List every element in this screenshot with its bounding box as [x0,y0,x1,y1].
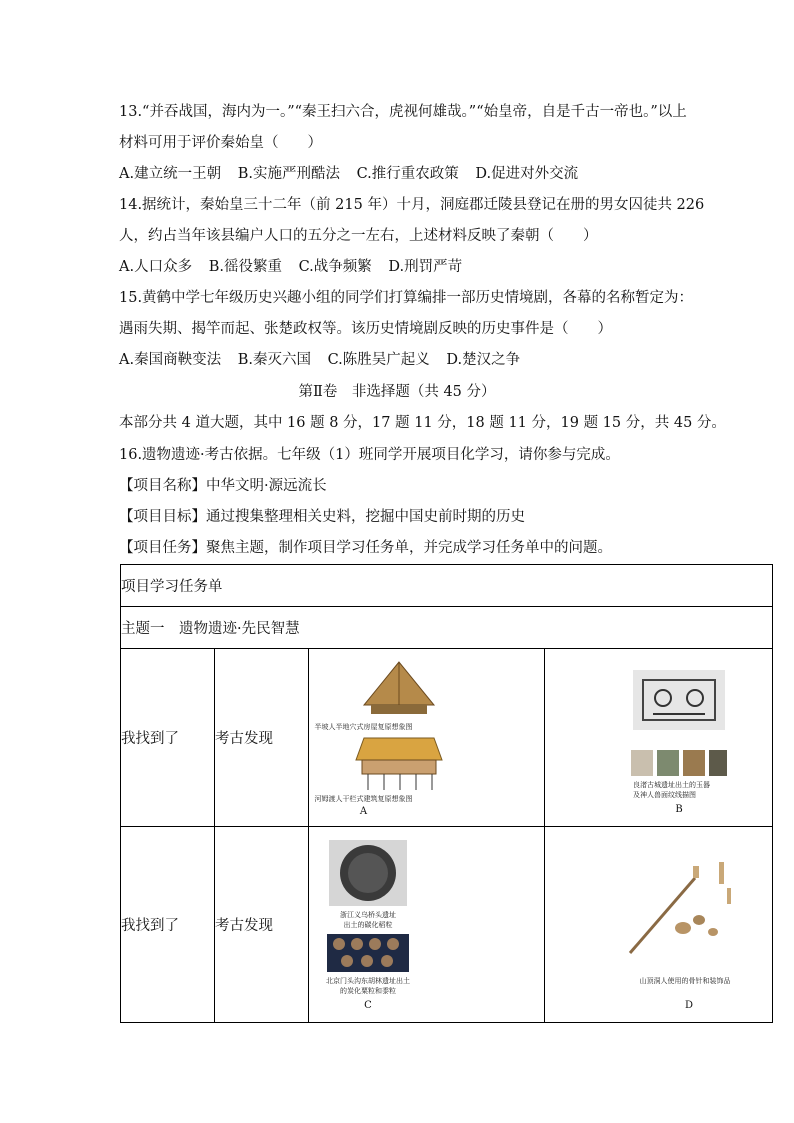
figure-b-letter: B [675,803,683,815]
q16-project-goal: 【项目目标】通过搜集整理相关史料，挖掘中国史前时期的历史 [119,509,525,525]
q13-stem-line1: 13.“并吞战国，海内为一。”“秦王扫六合，虎视何雄哉。”“始皇帝，自是千古一帝也。”以上 [119,104,687,120]
liangzhu-mask-pattern-image [633,670,725,730]
q15-option-b: B.秦灭六国 [237,352,311,368]
figure-c-caption1: 浙江义乌桥头遗址 [340,910,396,919]
q13-stem-line2: 材料可用于评价秦始皇（ ） [119,135,322,151]
figure-c-caption3: 北京门头沟东胡林遗址出土 [326,976,410,985]
part2-title: 第Ⅱ卷 非选择题（共 45 分） [298,384,496,400]
carbonized-rice-image [329,840,407,906]
figure-a-caption2: 河姆渡人干栏式建筑复原想象图 [314,794,413,803]
q15-stem-line1: 15.黄鹤中学七年级历史兴趣小组的同学们打算编排一部历史情境剧，各幕的名称暂定为： [119,290,694,306]
q15-option-c: C.陈胜吴广起义 [327,352,430,368]
liangzhu-jade-image [631,748,727,778]
q15-option-d: D.楚汉之争 [446,352,521,368]
hemudu-stilt-house-image [354,736,444,792]
row2-discovery-label: 考古发现 [215,827,309,1023]
part2-description: 本部分共 4 道大题，其中 16 题 8 分，17 题 11 分，18 题 11 分，19 题 15 分，共 45 分。 [119,415,726,431]
q14-options [119,257,679,277]
q15-options [119,350,679,370]
figure-d-cell [545,827,773,1023]
q13-option-b: B.实施严刑酷法 [237,166,340,182]
carbonized-millet-image [327,934,409,972]
figure-b-caption1: 良渚古城遗址出土的玉器 [633,780,710,789]
q14-stem-line1: 14.据统计，秦始皇三十二年（前 215 年）十月，洞庭郡迁陵县登记在册的男女囚徒共 226 [119,197,705,213]
figure-b-caption2: 及神人兽面纹线描图 [633,790,696,799]
figure-d-caption: 山顶洞人使用的骨针和装饰品 [639,976,731,985]
figure-c-caption2: 出土的碳化稻粒 [343,920,393,929]
row1-found-label: 我找到了 [121,649,215,827]
figure-d-letter: D [684,999,694,1011]
q15-option-a: A.秦国商鞅变法 [119,352,222,368]
row1-discovery-label: 考古发现 [215,649,309,827]
bone-needle-ornaments-image [625,858,735,958]
row2-found-label: 我找到了 [121,827,215,1023]
figure-c-caption4: 的炭化粟粒和黍粒 [340,986,396,995]
figure-a-caption1: 半坡人半地穴式房屋复原想象图 [314,722,413,731]
q14-option-a: A.人口众多 [119,259,193,275]
q14-option-d: D.刑罚严苛 [388,259,463,275]
q14-stem-line2: 人，约占当年该县编户人口的五分之一左右，上述材料反映了秦朝（ ） [119,228,598,244]
task-sheet-table [120,564,773,1023]
q13-option-d: D.促进对外交流 [475,166,579,182]
q16-project-name: 【项目名称】中华文明·源远流长 [119,478,327,494]
figure-a-letter: A [359,805,368,817]
q13-option-c: C.推行重农政策 [356,166,459,182]
figure-a-cell [309,649,545,827]
banpo-house-image [359,660,439,720]
q16-intro: 16.遗物遗迹·考古依据。七年级（1）班同学开展项目化学习，请你参与完成。 [119,447,620,463]
q15-stem-line2: 遇雨失期、揭竿而起、张楚政权等。该历史情境剧反映的历史事件是（ ） [119,321,612,337]
q13-options [119,164,679,184]
q14-option-b: B.徭役繁重 [208,259,282,275]
figure-c-letter: C [364,999,372,1011]
theme-one-title: 主题一 遗物遗迹·先民智慧 [121,607,773,649]
figure-c-cell [309,827,545,1023]
q13-option-a: A.建立统一王朝 [119,166,222,182]
figure-b-cell [545,649,773,827]
q14-option-c: C.战争频繁 [298,259,372,275]
q16-project-task: 【项目任务】聚焦主题，制作项目学习任务单，并完成学习任务单中的问题。 [119,540,612,556]
task-sheet-header: 项目学习任务单 [121,565,773,607]
